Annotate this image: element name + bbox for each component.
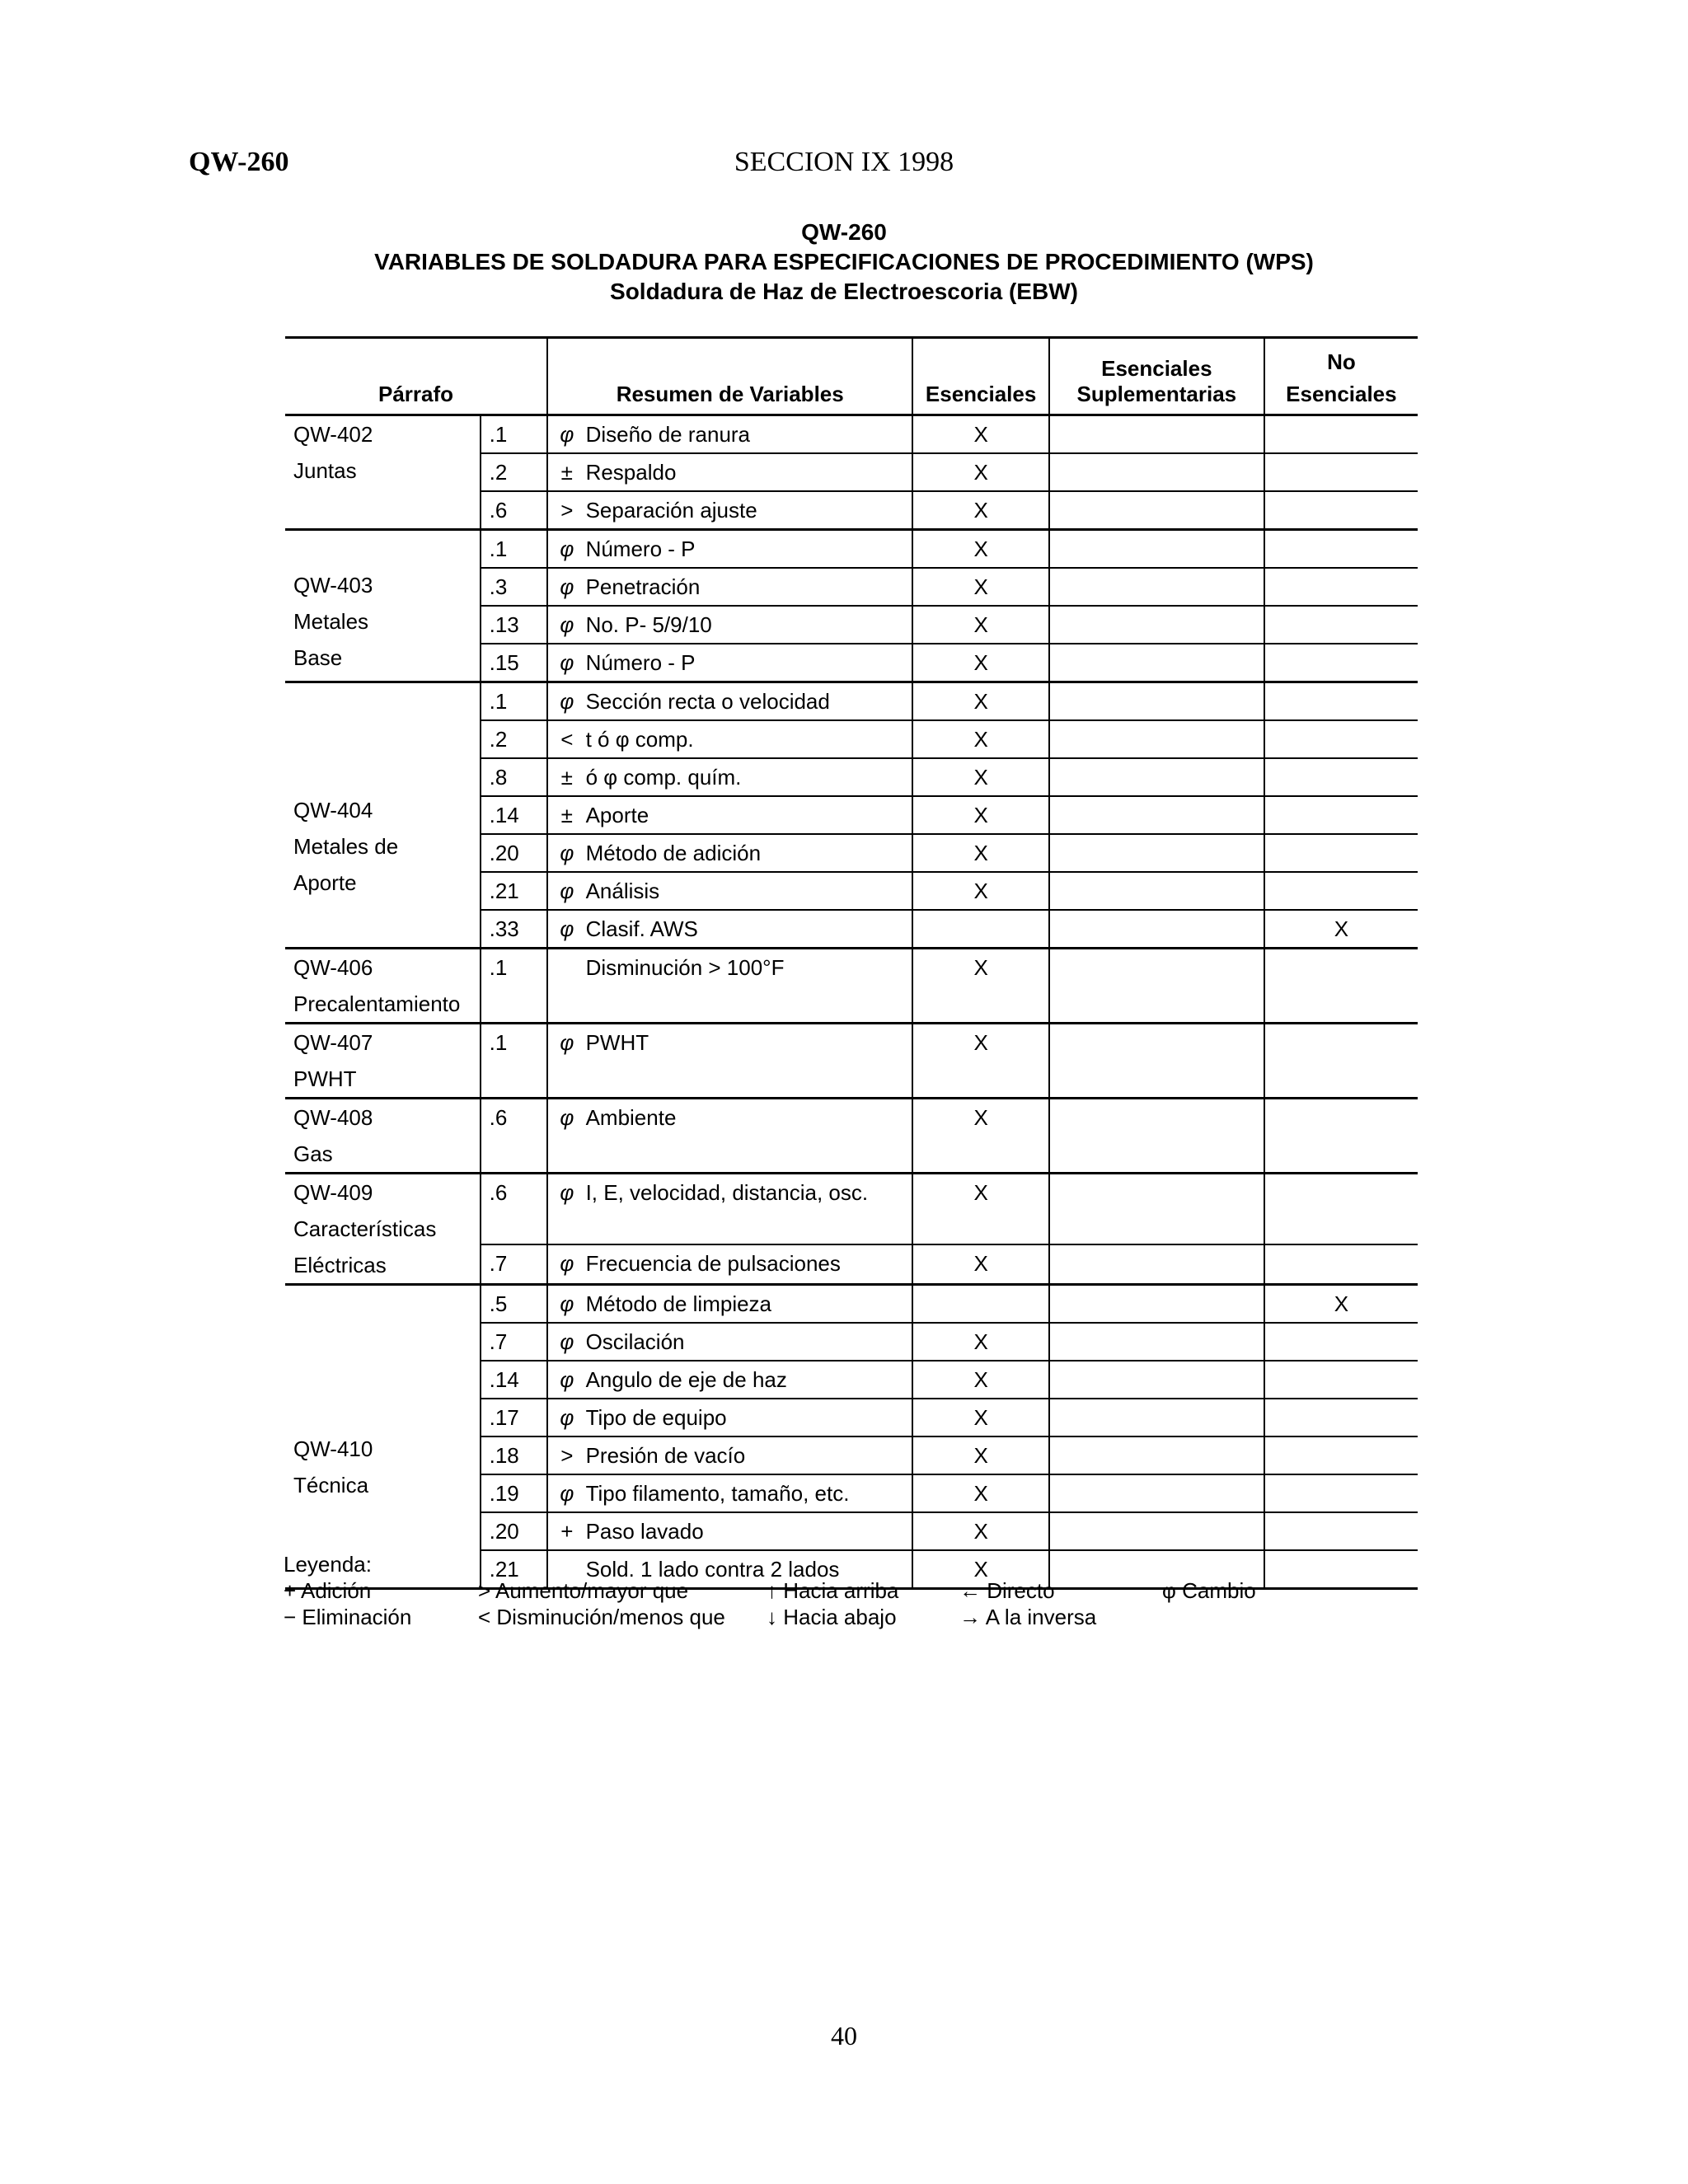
supplementary-mark — [1049, 949, 1264, 1024]
legend-increase: > Aumento/mayor que — [478, 1578, 689, 1603]
paragraph-label — [285, 949, 481, 1024]
paragraph-label-line: QW-402 — [293, 422, 373, 447]
variable-description: Presión de vacío — [586, 1436, 913, 1474]
table-row — [285, 1099, 1418, 1174]
paragraph-label-line — [293, 1322, 480, 1358]
essential-mark — [912, 910, 1049, 949]
table-row — [285, 1174, 1418, 1245]
nonessential-mark — [1264, 949, 1418, 1024]
paragraph-label-line: Características — [293, 1216, 437, 1241]
variable-number: .8 — [481, 758, 547, 796]
variable-number: .21 — [481, 872, 547, 910]
change-symbol: φ — [547, 530, 586, 569]
col-header-sup-line2: Suplementarias — [1076, 382, 1237, 406]
change-symbol: φ — [547, 415, 586, 454]
variables-table — [285, 336, 1418, 1590]
variable-number: .3 — [481, 568, 547, 606]
essential-mark: X — [912, 415, 1049, 454]
nonessential-mark — [1264, 1550, 1418, 1589]
variable-description: No. P- 5/9/10 — [586, 606, 913, 644]
variable-description: Separación ajuste — [586, 491, 913, 530]
change-symbol: φ — [547, 1323, 586, 1361]
essential-mark: X — [912, 720, 1049, 758]
variable-number: .7 — [481, 1323, 547, 1361]
variable-description: Número - P — [586, 530, 913, 569]
essential-mark: X — [912, 949, 1049, 1024]
table-row — [285, 1024, 1418, 1099]
paragraph-label-line: Precalentamiento — [293, 991, 461, 1016]
change-symbol: φ — [547, 1361, 586, 1399]
legend-addition: + Adición — [284, 1578, 372, 1603]
paragraph-label-line — [293, 683, 480, 719]
variable-number: .33 — [481, 910, 547, 949]
paragraph-label-line: Metales de — [293, 834, 399, 859]
variable-description: Método de adición — [586, 834, 913, 872]
variable-number: .13 — [481, 606, 547, 644]
variable-description: I, E, velocidad, distancia, osc. — [586, 1174, 913, 1245]
running-header-section: SECCION IX 1998 — [734, 147, 954, 177]
paragraph-label-line — [293, 719, 480, 756]
supplementary-mark — [1049, 1174, 1264, 1245]
change-symbol: > — [547, 491, 586, 530]
variable-description: Aporte — [586, 796, 913, 834]
paragraph-label-line: Eléctricas — [293, 1253, 387, 1277]
nonessential-mark — [1264, 1024, 1418, 1099]
nonessential-mark: X — [1264, 910, 1418, 949]
table-row — [285, 949, 1418, 1024]
essential-mark: X — [912, 1550, 1049, 1589]
essential-mark: X — [912, 568, 1049, 606]
table-row — [285, 682, 1418, 721]
legend-title: Leyenda: — [284, 1552, 372, 1577]
nonessential-mark — [1264, 1436, 1418, 1474]
nonessential-mark — [1264, 644, 1418, 682]
nonessential-mark — [1264, 606, 1418, 644]
variable-number: .15 — [481, 644, 547, 682]
table-subtitle: Soldadura de Haz de Electroescoria (EBW) — [610, 279, 1078, 304]
change-symbol: φ — [547, 1285, 586, 1324]
change-symbol: ± — [547, 453, 586, 491]
supplementary-mark — [1049, 568, 1264, 606]
col-header-non-line2: Esenciales — [1286, 382, 1397, 406]
paragraph-label-line: Gas — [293, 1141, 333, 1166]
paragraph-label-line: QW-403 — [293, 573, 373, 598]
variable-description: ó φ comp. quím. — [586, 758, 913, 796]
col-header-parrafo: Párrafo — [285, 338, 547, 415]
essential-mark: X — [912, 834, 1049, 872]
nonessential-mark — [1264, 682, 1418, 721]
essential-mark: X — [912, 491, 1049, 530]
variable-number: .14 — [481, 1361, 547, 1399]
paragraph-label — [285, 1174, 481, 1285]
nonessential-mark — [1264, 720, 1418, 758]
change-symbol: φ — [547, 872, 586, 910]
table-title: VARIABLES DE SOLDADURA PARA ESPECIFICACIONES DE PROCEDIMIENTO (WPS) — [374, 249, 1314, 274]
variable-number: .2 — [481, 453, 547, 491]
supplementary-mark — [1049, 1399, 1264, 1436]
nonessential-mark — [1264, 872, 1418, 910]
essential-mark: X — [912, 1436, 1049, 1474]
paragraph-label-line: Juntas — [293, 458, 357, 483]
change-symbol: φ — [547, 1024, 586, 1099]
paragraph-label-line: QW-404 — [293, 798, 373, 823]
paragraph-label — [285, 530, 481, 682]
legend-down-arrow: ↓ Hacia abajo — [767, 1605, 897, 1629]
variable-number: .1 — [481, 415, 547, 454]
supplementary-mark — [1049, 1474, 1264, 1512]
change-symbol: φ — [547, 606, 586, 644]
variable-description: Tipo de equipo — [586, 1399, 913, 1436]
nonessential-mark — [1264, 491, 1418, 530]
paragraph-label-line — [293, 531, 480, 567]
paragraph-label-line: QW-410 — [293, 1436, 373, 1461]
essential-mark: X — [912, 796, 1049, 834]
change-symbol: φ — [547, 644, 586, 682]
change-symbol: φ — [547, 682, 586, 721]
essential-mark: X — [912, 644, 1049, 682]
variable-number: .6 — [481, 1099, 547, 1174]
supplementary-mark — [1049, 1436, 1264, 1474]
supplementary-mark — [1049, 644, 1264, 682]
variable-number: .1 — [481, 1024, 547, 1099]
variable-description: Sección recta o velocidad — [586, 682, 913, 721]
variable-description: Número - P — [586, 644, 913, 682]
paragraph-label-line: Técnica — [293, 1473, 369, 1497]
change-symbol: φ — [547, 1174, 586, 1245]
legend-up-arrow: ↑ Hacia arriba — [767, 1578, 899, 1603]
variable-description: Tipo filamento, tamaño, etc. — [586, 1474, 913, 1512]
nonessential-mark: X — [1264, 1285, 1418, 1324]
change-symbol: + — [547, 1512, 586, 1550]
variable-description: Penetración — [586, 568, 913, 606]
variable-description: Sold. 1 lado contra 2 lados — [586, 1550, 913, 1589]
variable-description: Angulo de eje de haz — [586, 1361, 913, 1399]
supplementary-mark — [1049, 1244, 1264, 1284]
supplementary-mark — [1049, 872, 1264, 910]
essential-mark: X — [912, 758, 1049, 796]
variable-description: t ó φ comp. — [586, 720, 913, 758]
paragraph-label-line: QW-406 — [293, 955, 373, 980]
supplementary-mark — [1049, 1323, 1264, 1361]
table-row — [285, 1285, 1418, 1324]
essential-mark: X — [912, 1244, 1049, 1284]
variable-number: .5 — [481, 1285, 547, 1324]
table-title-block — [0, 218, 1688, 307]
variable-description: Diseño de ranura — [586, 415, 913, 454]
change-symbol: ± — [547, 758, 586, 796]
variable-description: Clasif. AWS — [586, 910, 913, 949]
variable-number: .20 — [481, 834, 547, 872]
col-header-resumen: Resumen de Variables — [547, 338, 912, 415]
supplementary-mark — [1049, 453, 1264, 491]
essential-mark: X — [912, 1323, 1049, 1361]
variable-description: Método de limpieza — [586, 1285, 913, 1324]
nonessential-mark — [1264, 415, 1418, 454]
variable-number: .17 — [481, 1399, 547, 1436]
legend-row-1 — [284, 1577, 1256, 1604]
variable-number: .1 — [481, 682, 547, 721]
essential-mark: X — [912, 682, 1049, 721]
change-symbol: > — [547, 1436, 586, 1474]
nonessential-mark — [1264, 1099, 1418, 1174]
nonessential-mark — [1264, 530, 1418, 569]
paragraph-label — [285, 1285, 481, 1589]
legend-row-2 — [284, 1604, 1097, 1630]
paragraph-label-line — [293, 756, 480, 792]
variable-number: .14 — [481, 796, 547, 834]
nonessential-mark — [1264, 1244, 1418, 1284]
col-header-no-esenciales — [1264, 338, 1418, 415]
supplementary-mark — [1049, 1512, 1264, 1550]
nonessential-mark — [1264, 1174, 1418, 1245]
essential-mark: X — [912, 1512, 1049, 1550]
change-symbol: < — [547, 720, 586, 758]
table-row — [285, 415, 1418, 454]
essential-mark: X — [912, 1361, 1049, 1399]
supplementary-mark — [1049, 682, 1264, 721]
variable-number: .20 — [481, 1512, 547, 1550]
paragraph-label-line: QW-408 — [293, 1105, 373, 1130]
supplementary-mark — [1049, 1024, 1264, 1099]
variable-description: Análisis — [586, 872, 913, 910]
variable-description: Paso lavado — [586, 1512, 913, 1550]
variable-description: Respaldo — [586, 453, 913, 491]
variable-number: .1 — [481, 949, 547, 1024]
change-symbol: φ — [547, 568, 586, 606]
page-number: 40 — [831, 2021, 857, 2050]
change-symbol: φ — [547, 1474, 586, 1512]
variable-number: .18 — [481, 1436, 547, 1474]
variable-description: Frecuencia de pulsaciones — [586, 1244, 913, 1284]
paragraph-label-line: QW-409 — [293, 1180, 373, 1205]
col-header-sup-line1: Esenciales — [1101, 356, 1212, 381]
paragraph-label — [285, 415, 481, 530]
change-symbol: φ — [547, 1099, 586, 1174]
nonessential-mark — [1264, 834, 1418, 872]
variable-number: .1 — [481, 530, 547, 569]
nonessential-mark — [1264, 1323, 1418, 1361]
supplementary-mark — [1049, 720, 1264, 758]
variable-description: PWHT — [586, 1024, 913, 1099]
legend-direct: ← Directo — [959, 1578, 1055, 1603]
variable-description: Ambiente — [586, 1099, 913, 1174]
paragraph-label-line: Metales — [293, 609, 369, 634]
paragraph-label — [285, 1099, 481, 1174]
paragraph-label-line — [293, 1394, 480, 1431]
essential-mark: X — [912, 1099, 1049, 1174]
col-header-non-line1: No — [1327, 349, 1356, 374]
supplementary-mark — [1049, 834, 1264, 872]
variable-number: .6 — [481, 491, 547, 530]
paragraph-label-line: Base — [293, 645, 343, 670]
essential-mark: X — [912, 606, 1049, 644]
supplementary-mark — [1049, 491, 1264, 530]
supplementary-mark — [1049, 415, 1264, 454]
paragraph-label-line — [293, 1358, 480, 1394]
variable-description: Disminución > 100°F — [586, 949, 913, 1024]
variable-number: .21 — [481, 1550, 547, 1589]
table-title-code: QW-260 — [801, 219, 887, 245]
supplementary-mark — [1049, 910, 1264, 949]
essential-mark — [912, 1285, 1049, 1324]
essential-mark: X — [912, 453, 1049, 491]
supplementary-mark — [1049, 796, 1264, 834]
supplementary-mark — [1049, 1099, 1264, 1174]
nonessential-mark — [1264, 758, 1418, 796]
paragraph-label — [285, 682, 481, 949]
variable-number: .19 — [481, 1474, 547, 1512]
change-symbol: ± — [547, 796, 586, 834]
essential-mark: X — [912, 1474, 1049, 1512]
supplementary-mark — [1049, 1361, 1264, 1399]
paragraph-label-line: Aporte — [293, 870, 357, 895]
essential-mark: X — [912, 1024, 1049, 1099]
paragraph-label-line — [293, 1286, 480, 1322]
essential-mark: X — [912, 872, 1049, 910]
change-symbol: φ — [547, 1244, 586, 1284]
nonessential-mark — [1264, 1399, 1418, 1436]
nonessential-mark — [1264, 1512, 1418, 1550]
legend-decrease: < Disminución/menos que — [478, 1605, 725, 1629]
running-header-code: QW-260 — [189, 147, 289, 177]
col-header-esenciales: Esenciales — [912, 338, 1049, 415]
nonessential-mark — [1264, 1361, 1418, 1399]
nonessential-mark — [1264, 568, 1418, 606]
legend-elimination: − Eliminación — [284, 1605, 412, 1629]
variable-number: .7 — [481, 1244, 547, 1284]
variable-number: .6 — [481, 1174, 547, 1245]
essential-mark: X — [912, 1174, 1049, 1245]
nonessential-mark — [1264, 796, 1418, 834]
table-row — [285, 530, 1418, 569]
supplementary-mark — [1049, 1285, 1264, 1324]
change-symbol: φ — [547, 834, 586, 872]
change-symbol — [547, 949, 586, 1024]
supplementary-mark — [1049, 606, 1264, 644]
legend-change: φ Cambio — [1162, 1578, 1256, 1603]
essential-mark: X — [912, 530, 1049, 569]
table-header-row — [285, 338, 1418, 415]
change-symbol: φ — [547, 910, 586, 949]
paragraph-label — [285, 1024, 481, 1099]
supplementary-mark — [1049, 530, 1264, 569]
col-header-suplementarias — [1049, 338, 1264, 415]
table-body — [285, 415, 1418, 1589]
variable-description: Oscilación — [586, 1323, 913, 1361]
legend-inverse: → A la inversa — [959, 1605, 1097, 1629]
change-symbol: φ — [547, 1399, 586, 1436]
essential-mark: X — [912, 1399, 1049, 1436]
nonessential-mark — [1264, 1474, 1418, 1512]
paragraph-label-line: PWHT — [293, 1066, 357, 1091]
nonessential-mark — [1264, 453, 1418, 491]
supplementary-mark — [1049, 758, 1264, 796]
variable-number: .2 — [481, 720, 547, 758]
paragraph-label-line: QW-407 — [293, 1030, 373, 1055]
